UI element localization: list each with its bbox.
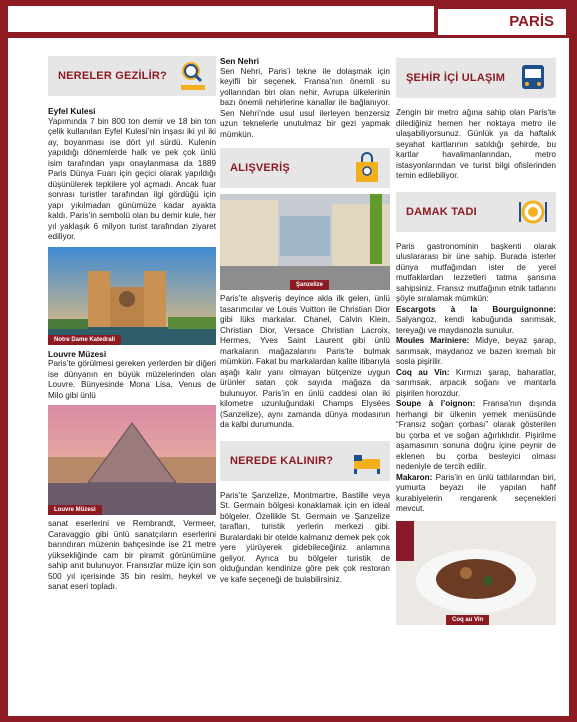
food-item	[396, 399, 556, 473]
box-shopping	[220, 148, 390, 188]
bus-icon	[518, 62, 548, 94]
sen-title: Sen Nehri	[220, 56, 260, 66]
photo-caption: Şanzelize	[290, 280, 329, 290]
food-item	[396, 368, 556, 400]
louvre-title: Louvre Müzesi	[48, 348, 107, 359]
food-item-desc: Salyangoz, kendi kabuğunda sarımsak, tereyağı ve maydanozla sunulur.	[396, 315, 556, 335]
box-title: NEREDE KALINIR?	[230, 454, 334, 467]
champs-elysees-photo	[220, 194, 390, 290]
box-title: ŞEHİR İÇİ ULAŞIM	[406, 72, 506, 84]
food-item	[396, 473, 556, 515]
coq-au-vin-image	[396, 521, 556, 625]
header-bar	[8, 6, 569, 38]
shopping-text: Paris’te alışveriş deyince akla ilk gelen, ünlü tasarımcılar ve Louis Vuitton ile Christian Dior gibi lüks markalar. Chanel, Calvin Klein, Christian Dior, Versace Christian Lacroix, Hermes, Yves Saint Laurent gibi ünlü markaların mağazalarını Paris’te bulmak mümkün. Fakat bu markalardan kalite itibarıyla aşağı kalır yanı olmayan bütçenize uygun ürünler satan çok sayıda mağaza da bulunuyor. Paris’in en ünlü caddesi olan iki kilometre uzunluğundaki Champs Elysées (Sanzelize), aynı zamanda dünya modasının da kalbi durumunda.	[220, 294, 390, 429]
photo-caption: Notre Dame Katedrali	[48, 335, 121, 345]
shopping-bag-icon	[352, 152, 382, 184]
box-taste	[396, 192, 556, 232]
louvre-text-continued: sanat eserlerini ve Rembrandt, Vermeer, Caravaggio gibi ünlü sanatçıların eserlerini barındıran müzenin bahçesinde ise 21 metre yüksekliğinde cam bir piramit görünümüne sahip anıt bulunuyor. Fransızlar müze için son 500 yıl içerisinde 35 bin resim, heykel ve sanat eseri topladı.	[48, 519, 216, 591]
food-item-name: Makaron:	[396, 472, 433, 482]
coq-au-vin-photo	[396, 521, 556, 625]
column-1	[48, 40, 216, 593]
header-left-panel	[8, 6, 434, 32]
champs-elysees-image	[220, 194, 390, 290]
photo-caption: Coq au Vin	[446, 615, 489, 625]
transport-text: Zengin bir metro ağına sahip olan Paris’te dilediğiniz hemen her noktaya metro ile ulaşabiliyorsunuz. Günlük ya da haftalık seyahat kartlarının satıldığı şehirde, bu kartlar havalimanlarından, metro istasyonlarından ve turist bilgi ofislerinden temin edilebiliyor.	[396, 108, 556, 180]
map-pin-icon	[178, 60, 208, 92]
eyfel-title: Eyfel Kulesi	[48, 106, 96, 116]
louvre-photo	[48, 405, 216, 515]
food-item-name: Escargots à la Bourguignonne:	[396, 304, 556, 314]
section-tab	[438, 9, 566, 35]
stay-text: Paris’te Şanzelize, Montmartre, Bastille veya St. Germain bölgesi konaklamak için en ideal bölgeler. Özellikle St. Germain ve Şanzelize tarafları, turistik yerlerin merkezi gibi. Buralardaki bir otelde kalmanız demek pek çok yere yürüyerek gidebileceğiniz anlamına geliyor. Ayrıca bu bölgeler turistik de olduğundan kendinize göre pek çok restoran ve kafe seçeneği de bulabilirsiniz.	[220, 490, 390, 584]
photo-caption: Louvre Müzesi	[48, 505, 102, 515]
column-2	[220, 40, 390, 585]
eyfel-text: Yapımında 7 bin 800 ton demir ve 18 bin ton çelik kullanılan Eyfel Kulesi’nin inşası iki yıl iki ay, boyanması ise dört yıl sürdü. Kulenin yapıldığı dönemlerde halk ve pek çok ünlü isim tarafından yapı onaylanmasa da 1889 Paris Dünya Fuarı için geçici olarak yapıldığı düşünülerek tepkilere yol açmadı. Ancak fuar sonrası turistler tarafından ilgi gördüğü için yapı yıkılmadan günümüze kadar ayakta kaldı. Paris’in sembolü olan bu demir kule, her yıl yaklaşık 6 milyon turist tarafından ziyaret ediliyor.	[48, 116, 216, 241]
sen-text: Sen Nehri, Paris’i tekne ile dolaşmak için keyifli bir seçenek. Fransa’nın önemli su yollarından biri olan nehir, Avrupa ülkelerinin bazı önemli nehirlerine kanallar ile bağlanıyor. Sen Nehri’nde usul usul ilerleyen benzersiz uzun teknelerle unutulmaz bir gezi yapmak mümkün.	[220, 66, 390, 139]
food-item-name: Coq au Vin:	[396, 367, 450, 377]
bed-icon	[352, 445, 382, 477]
column-3	[396, 40, 556, 629]
box-where-to-go	[48, 56, 216, 96]
louvre-text: Paris’te görülmesi gereken yerlerden bir diğeri ise dünyanın en büyük müzelerinden olan Louvre. Bünyesinde Mona Lisa, Venus de Milo gibi ünlü	[48, 359, 216, 400]
box-transport	[396, 58, 556, 98]
food-intro: Paris gastronominin başkenti olarak uluslararası bir üne sahip. Burada isterler dünya mutfağından ister de yerel mutfaklardan lezzetleri tatma şansına sahipsiniz. Fransız mutfağının etnik tatlarını şöyle sıralamak mümkün:	[396, 241, 556, 303]
box-title: NERELER GEZİLİR?	[58, 70, 167, 82]
box-title: ALIŞVERİŞ	[230, 162, 290, 174]
food-item-desc: Midye, beyaz şarap, sarımsak, maydanoz ve bazen kremalı bir sosla pişirilir.	[396, 336, 556, 366]
food-item-desc: Fransa’nın dışında herhangi bir ülkenin yemek menüsünde “Fransız soğan çorbası” olarak gösterilen bu çorba et ve soğan ağırlıklıdır. Pişirilme aşamasının sonuna doğru içine peynir de eklenen bu çorba besleyici olması nedeniyle de tercih edilir.	[396, 399, 556, 471]
food-item	[396, 305, 556, 337]
magazine-page	[8, 6, 569, 716]
food-item-desc: Paris’in en ünlü tatlılarından biri, yumurta beyazı ile yapılan hafif kurabiyelerin rengarenk seçenekleri mevcut.	[396, 472, 556, 513]
food-item-name: Soupe à l’oignon:	[396, 399, 476, 408]
food-item-desc: Kırmızı şarap, baharatlar, sarımsak, arpacık soğanı ve mantarla pişirilen horozdur.	[396, 367, 556, 398]
food-item-name: Moules Mariniere:	[396, 336, 470, 345]
section-title: PARİS	[509, 13, 554, 30]
box-where-to-stay	[220, 441, 390, 481]
box-title: DAMAK TADI	[406, 205, 477, 218]
notre-dame-image	[48, 247, 216, 345]
plate-cutlery-icon	[518, 196, 548, 228]
food-item	[396, 336, 556, 368]
louvre-image	[48, 405, 216, 515]
notre-dame-photo	[48, 247, 216, 345]
